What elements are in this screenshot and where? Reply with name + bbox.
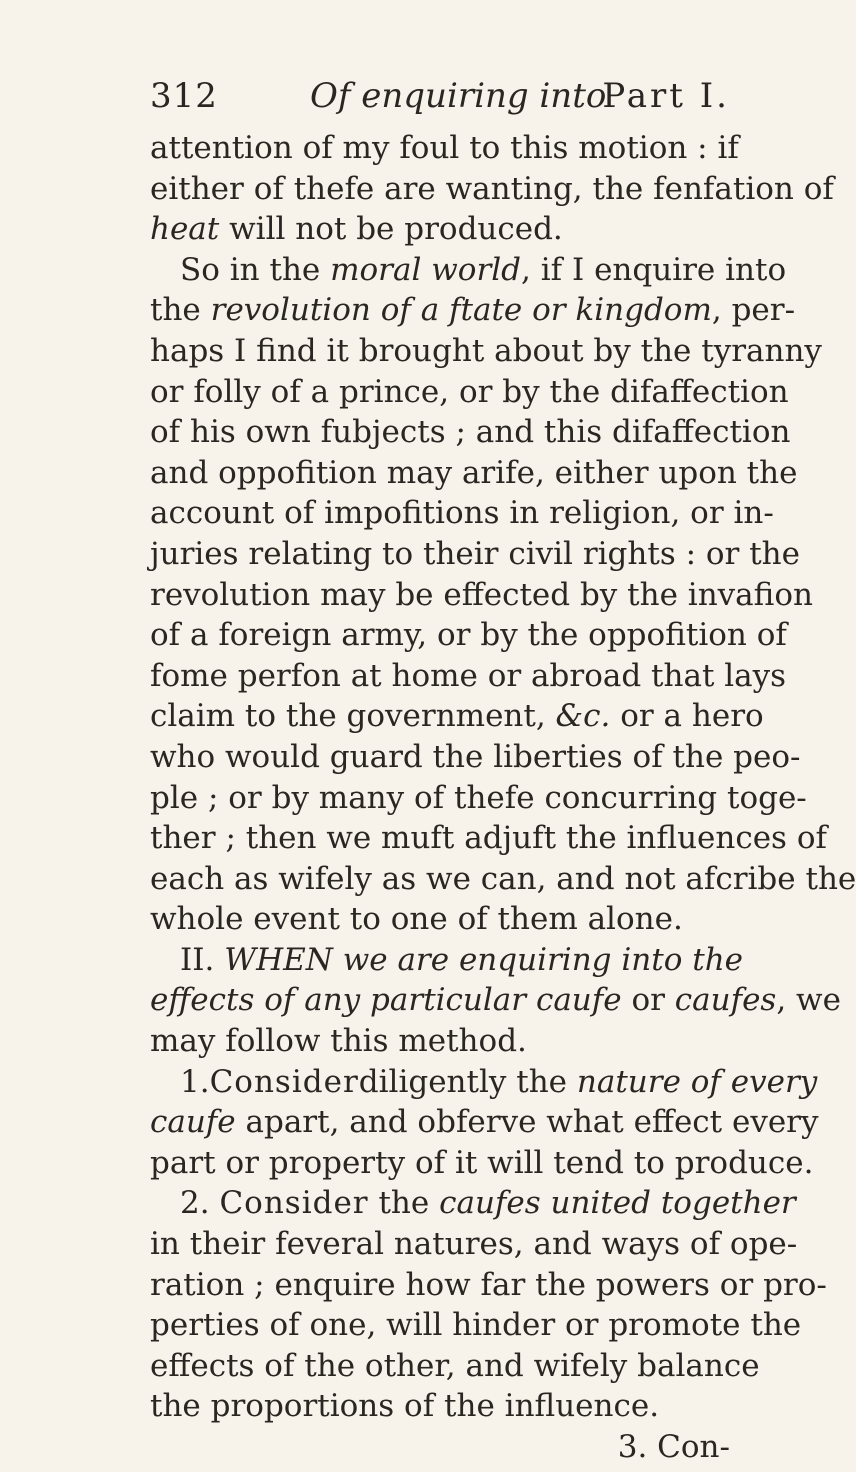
text-segment: either of thefe are wanting, the fenfation of — [150, 170, 834, 207]
text-segment: effects of the other, and wifely balance — [150, 1347, 760, 1384]
text-line — [150, 1102, 819, 1143]
text-segment: the — [150, 292, 211, 329]
text-segment: or folly of a prince, or by the difaffection — [150, 373, 789, 410]
text-segment: perties of one, will hinder or promote the — [150, 1307, 802, 1344]
text-segment: the proportions of the influence. — [150, 1388, 660, 1425]
text-line — [150, 493, 774, 534]
text-segment: caufe — [150, 1104, 236, 1141]
text-segment: caufes — [674, 982, 777, 1019]
text-segment: each as wifely as we can, and not afcribe the — [150, 860, 856, 897]
text-segment: nature of every — [576, 1063, 818, 1100]
text-segment: 2. — [180, 1185, 220, 1222]
part-label: Part I. — [602, 76, 730, 116]
text-segment: will not be produced. — [219, 211, 563, 248]
text-line — [150, 1386, 730, 1427]
catchword — [150, 1427, 730, 1468]
text-segment: ther ; then we muft adjuft the influences of — [150, 820, 827, 857]
page-number: 312 — [150, 76, 218, 116]
text-segment: 1. — [180, 1063, 210, 1100]
text-segment: in their feveral natures, and ways of ope- — [150, 1226, 798, 1263]
text-segment: attention of my foul to this motion : if — [150, 130, 739, 166]
text-segment: 3. Con- — [617, 1429, 730, 1465]
text-segment: the — [368, 1185, 440, 1222]
text-line — [150, 1346, 760, 1387]
text-segment: revolution of a ftate or kingdom — [210, 292, 712, 329]
text-segment: of his own fubjects ; and this difaffection — [150, 414, 791, 451]
text-line — [150, 453, 798, 494]
text-segment: WHEN we are enquiring into the — [224, 941, 743, 978]
text-segment: whole event to one of them alone. — [150, 901, 683, 938]
text-line — [150, 696, 764, 737]
text-line — [150, 737, 801, 778]
text-line — [150, 128, 739, 169]
text-segment: or a hero — [610, 698, 764, 735]
text-segment: moral world — [330, 251, 522, 288]
text-line — [150, 778, 807, 819]
text-segment: juries relating to their civil rights : or the — [150, 535, 800, 572]
text-line — [150, 372, 789, 413]
body-text — [150, 128, 856, 1468]
text-segment: may follow this method. — [150, 1023, 527, 1060]
text-segment: fome perfon at home or abroad that lays — [150, 657, 787, 694]
text-line — [150, 1062, 818, 1103]
text-line — [150, 1265, 827, 1306]
text-line — [150, 615, 787, 656]
text-line — [150, 169, 834, 210]
text-line — [150, 575, 813, 616]
text-segment: ple ; or by many of thefe concurring toge- — [150, 779, 807, 816]
text-segment: II. — [180, 941, 225, 978]
text-line — [150, 209, 730, 250]
text-line — [150, 412, 791, 453]
text-segment: of a foreign army, or by the oppofition of — [150, 617, 787, 654]
text-segment: part or property of it will tend to produce. — [150, 1144, 814, 1181]
text-segment: So in the — [180, 251, 331, 288]
text-line — [150, 331, 822, 372]
text-line — [150, 534, 800, 575]
text-segment: Consider — [209, 1063, 359, 1100]
running-title: Of enquiring into — [310, 76, 607, 116]
text-segment: or — [621, 982, 675, 1019]
text-segment: ration ; enquire how far the powers or pro- — [150, 1266, 827, 1303]
text-segment: account of impofitions in religion, or in- — [150, 495, 774, 532]
text-line — [150, 1305, 802, 1346]
text-segment: , we — [776, 982, 841, 1019]
text-segment: claim to the government, — [150, 698, 556, 735]
text-segment: &c. — [555, 698, 611, 735]
text-segment: haps I find it brought about by the tyranny — [150, 332, 822, 369]
text-line — [150, 1143, 814, 1184]
text-line — [150, 859, 856, 900]
text-segment: Consider — [219, 1185, 369, 1222]
text-line — [150, 250, 787, 291]
running-header — [150, 76, 730, 126]
text-segment: caufes united together — [439, 1185, 796, 1222]
text-line — [150, 980, 841, 1021]
text-segment: and oppofition may arife, either upon the — [150, 454, 798, 491]
text-segment: revolution may be effected by the invafion — [150, 576, 813, 613]
text-line — [150, 1021, 730, 1062]
text-line — [150, 1183, 796, 1224]
text-line — [150, 899, 730, 940]
text-segment: effects of any particular caufe — [150, 982, 622, 1019]
text-segment: diligently the — [358, 1063, 577, 1100]
text-line — [150, 940, 743, 981]
text-line — [150, 290, 796, 331]
text-segment: who would guard the liberties of the peo- — [150, 738, 801, 775]
text-segment: apart, and obferve what effect every — [235, 1104, 819, 1141]
text-segment: , per- — [711, 292, 796, 329]
text-line — [150, 818, 827, 859]
text-line — [150, 656, 787, 697]
text-segment: heat — [150, 211, 220, 248]
text-line — [150, 1224, 798, 1265]
text-segment: , if I enquire into — [521, 251, 787, 288]
